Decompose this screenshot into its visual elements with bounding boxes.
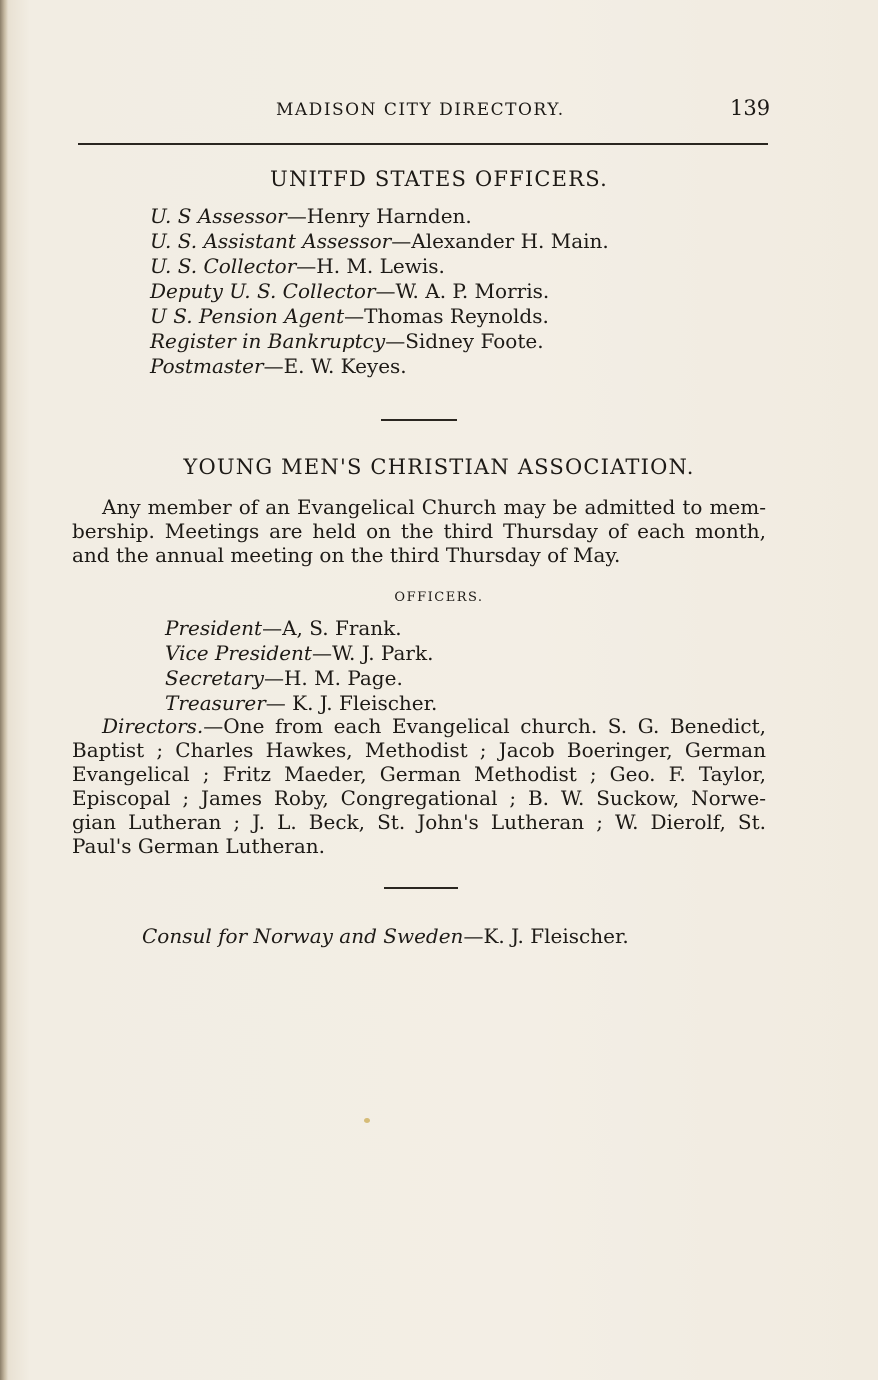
officer-name: —W. J. Park.	[311, 641, 434, 665]
officer-role: U. S. Collector	[150, 254, 297, 278]
ymca-officer-entry	[165, 616, 402, 640]
paragraph-line: and the annual meeting on the third Thursday of May.	[72, 543, 621, 567]
officer-role: Postmaster	[150, 354, 264, 378]
officer-role: U. S. Assistant Assessor	[150, 229, 392, 253]
officer-role: President	[165, 616, 263, 640]
us-officer-entry	[150, 304, 549, 328]
running-head-title: MADISON CITY DIRECTORY.	[276, 100, 565, 120]
ymca-directors-paragraph	[72, 714, 766, 858]
section-divider	[384, 887, 458, 889]
consul-name: —K. J. Fleischer.	[463, 924, 629, 948]
us-officer-entry	[150, 354, 407, 378]
officer-role: U S. Pension Agent	[150, 304, 345, 328]
officer-name: —A, S. Frank.	[262, 616, 402, 640]
directors-text: —One from each Evangelical church. S. G. Benedict,	[203, 714, 766, 738]
section-divider	[381, 419, 457, 421]
paragraph-line: bership. Meetings are held on the third Thursday of each month,	[72, 519, 766, 543]
us-officer-entry	[150, 329, 544, 353]
us-officer-entry	[150, 254, 445, 278]
officer-role: Secretary	[165, 666, 264, 690]
consul-role: Consul for Norway and Sweden	[142, 924, 464, 948]
officer-name: —H. M. Page.	[263, 666, 403, 690]
officer-name: —Alexander H. Main.	[391, 229, 609, 253]
officers-subheading: OFFICERS.	[394, 590, 484, 605]
ymca-intro-paragraph	[72, 495, 766, 567]
page-number: 139	[730, 96, 771, 120]
officer-name: —Henry Harnden.	[286, 204, 472, 228]
paragraph-line: Baptist ; Charles Hawkes, Methodist ; Jacob Boeringer, German	[72, 738, 766, 762]
paragraph-line: Evangelical ; Fritz Maeder, German Methodist ; Geo. F. Taylor,	[72, 762, 766, 786]
paragraph-line	[72, 714, 766, 738]
officer-role: Register in Bankruptcy	[150, 329, 386, 353]
officer-role: Deputy U. S. Collector	[150, 279, 376, 303]
paragraph-line: Paul's German Lutheran.	[72, 834, 326, 858]
directors-label: Directors.	[102, 714, 204, 738]
consul-entry	[142, 924, 629, 948]
officer-role: Treasurer	[165, 691, 266, 715]
officer-role: Vice President	[165, 641, 312, 665]
paragraph-line: Episcopal ; James Roby, Congregational ; B. W. Suckow, Norwe-	[72, 786, 766, 810]
us-officer-entry	[150, 279, 549, 303]
paragraph-line: Any member of an Evangelical Church may be admitted to mem-	[102, 495, 766, 519]
us-officer-entry	[150, 204, 472, 228]
us-officers-heading: UNITFD STATES OFFICERS.	[270, 167, 608, 191]
ymca-officer-entry	[165, 691, 437, 715]
officer-name: —W. A. P. Morris.	[375, 279, 550, 303]
page-binding-edge	[0, 0, 8, 1380]
officer-name: —E. W. Keyes.	[263, 354, 407, 378]
paper-stain	[364, 1118, 370, 1123]
ymca-heading: YOUNG MEN'S CHRISTIAN ASSOCIATION.	[183, 455, 695, 479]
officer-name: —H. M. Lewis.	[296, 254, 445, 278]
header-rule	[78, 143, 768, 145]
officer-name: — K. J. Fleischer.	[265, 691, 438, 715]
paragraph-line: gian Lutheran ; J. L. Beck, St. John's Lutheran ; W. Dierolf, St.	[72, 810, 766, 834]
ymca-officer-entry	[165, 641, 433, 665]
officer-role: U. S Assessor	[150, 204, 287, 228]
running-head	[0, 96, 878, 126]
ymca-officer-entry	[165, 666, 403, 690]
us-officer-entry	[150, 229, 609, 253]
officer-name: —Thomas Reynolds.	[344, 304, 549, 328]
officer-name: —Sidney Foote.	[385, 329, 544, 353]
